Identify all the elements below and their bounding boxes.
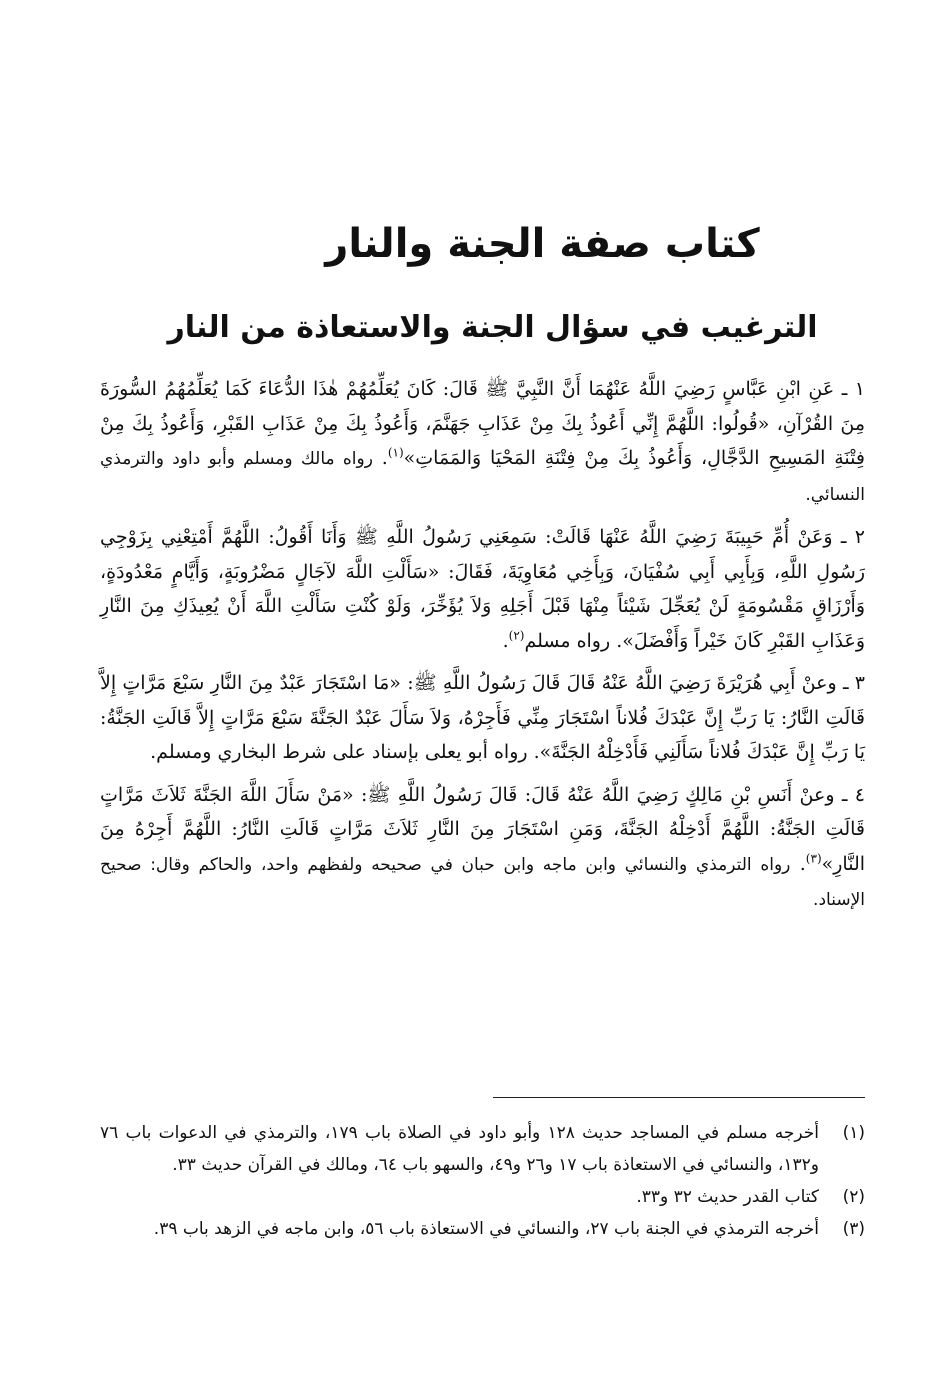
punctuation: . — [381, 447, 388, 469]
hadith-number: ٣ ـ — [842, 672, 866, 694]
hadith-source: رواه مالك ومسلم وأبو داود والترمذي النسائي. — [100, 449, 865, 505]
punctuation: . — [502, 629, 509, 652]
hadith-text: وعنْ أَنَسِ بْنِ مَالِكٍ رَضِيَ اللَّهُ عَنْهُ قَالَ: قَالَ رَسُولُ اللَّهِ ﷺ: «مَنْ سَأَلَ اللَّهَ الجَنَّةَ ثَلاَثَ مَرَّاتٍ قَالَتِ الجَنَّةُ: اللَّهُمَّ أَدْخِلْهُ الجَنَّةَ، وَمَنِ اسْتَجَارَ مِنَ النَّارِ ثَلاَثَ مَرَّاتٍ قَالَتِ النَّارُ: اللَّهُمَّ أَجِرْهُ مِنَ النَّارِ» — [100, 783, 866, 875]
footnote-text: أخرجه الترمذي في الجنة باب ٢٧، والنسائي في الاستعاذة باب ٥٦، وابن ماجه في الزهد باب ٣٩. — [153, 1219, 819, 1239]
footnote-divider — [493, 1097, 865, 1098]
hadith-1 — [100, 372, 865, 512]
hadith-number: ١ ـ — [841, 378, 865, 400]
footnote-number: (٢) — [842, 1187, 865, 1207]
footnote-number: (٣) — [842, 1219, 865, 1239]
hadith-number: ٢ ـ — [840, 526, 866, 548]
footnote-text: كتاب القدر حديث ٣٢ و٣٣. — [636, 1187, 819, 1207]
footnote-number: (١) — [842, 1123, 865, 1143]
hadith-text: وعنْ أَبِي هُرَيْرَةَ رَضِيَ اللَّهُ عَنْهُ قَالَ قَالَ رَسُولُ اللَّهِ ﷺ: «مَا اسْتَجَارَ عَبْدٌ مِنَ النَّارِ سَبْعَ مَرَّاتٍ إِلاَّ قَالَتِ النَّارُ: يَا رَبِّ إِنَّ عَبْدَكَ فُلاناً اسْتَجَارَ مِنِّي فَأَجِرْهُ، وَلاَ سَأَلَ عَبْدٌ الجَنَّةَ سَبْعَ مَرَّاتٍ إِلاَّ قَالَتِ الجَنَّةُ: يَا رَبِّ إِنَّ عَبْدَكَ فُلاناً سَأَلَنِي فَأَدْخِلْهُ الجَنَّةَ». رواه أبو يعلى بإسناد على شرط البخاري ومسلم. — [100, 672, 865, 763]
footnote-reference[interactable]: (١) — [387, 445, 404, 460]
footnote-reference[interactable]: (٢) — [508, 628, 525, 643]
hadith-text: وَعَنْ أُمِّ حَبِيبَةَ رَضِيَ اللَّهُ عَنْهَا قَالَتْ: سَمِعَنِي رَسُولُ اللَّهِ ﷺ وَأَنَا أَقُولُ: اللَّهُمَّ أَمْتِعْنِي بِزَوْجِي رَسُولِ اللَّهِ، وَبِأَبِي أَبِي سُفْيَانَ، وَبِأَخِي مُعَاوِيَةَ، فَقَالَ: «سَأَلْتِ اللَّهَ لآجَالٍ مَضْرُوبَةٍ، وَأَيَّامٍ مَعْدُودَةٍ، وَأَرْزَاقٍ مَقْسُومَةٍ لَنْ يُعَجِّلَ شَيْئاً مِنْهَا قَبْلَ أَجَلِهِ وَلاَ يُؤَخِّرَ، وَلَوْ كُنْتِ سَأَلْتِ اللَّهَ أَنْ يُعِيذَكِ مِنَ النَّارِ وَعَذَابِ القَبْرِ كَانَ خَيْراً وَأَفْضَلَ». رواه مسلم — [100, 526, 865, 652]
hadith-2 — [100, 520, 865, 658]
hadith-4 — [100, 778, 865, 918]
punctuation: . — [799, 852, 806, 875]
book-title: كتاب صفة الجنة والنار — [325, 221, 760, 267]
hadith-text: عَنِ ابْنِ عَبَّاسٍ رَضِيَ اللَّهُ عَنْهُمَا أَنَّ النَّبِيَّ ﷺ قَالَ: كَانَ يُعَلِّمُهُمْ هٰذَا الدُّعَاءَ كَمَا يُعَلِّمُهُمُ السُّورَةَ مِنَ القُرْآنِ، «قُولُوا: اللَّهُمَّ إِنِّي أَعُوذُ بِكَ مِنْ عَذَابِ جَهَنَّمَ، وَأَعُوذُ بِكَ مِنْ عَذَابِ القَبْرِ، وَأَعُوذُ بِكَ مِنْ فِتْنَةِ المَسِيحِ الدَّجَّالِ، وَأَعُوذُ بِكَ مِنْ فِتْنَةِ المَحْيَا وَالمَمَاتِ» — [100, 378, 865, 469]
footnote-3 — [100, 1213, 865, 1245]
footnote-2 — [100, 1181, 865, 1213]
footnote-1 — [100, 1117, 865, 1181]
hadith-source: رواه الترمذي والنسائي وابن ماجه وابن حبان في صحيحه ولفظهم واحد، والحاكم وقال: صحيح الإسناد. — [100, 854, 865, 910]
footnote-text: أخرجه مسلم في المساجد حديث ١٢٨ وأبو داود في الصلاة باب ١٧٩، والترمذي في الدعوات باب ٧٦ و١٣٢، والنسائي في الاستعاذة باب ١٧ و٢٦ و٤٩، والسهو باب ٦٤، ومالك في القرآن حديث ٣٣. — [100, 1123, 819, 1175]
footnote-reference[interactable]: (٣) — [805, 851, 822, 866]
hadith-number: ٤ ـ — [841, 783, 865, 806]
chapter-title: الترغيب في سؤال الجنة والاستعاذة من النار — [167, 310, 818, 345]
hadith-3 — [100, 666, 865, 770]
book-page — [100, 0, 865, 1377]
footnotes — [100, 1117, 865, 1245]
hadith-list — [100, 372, 865, 926]
